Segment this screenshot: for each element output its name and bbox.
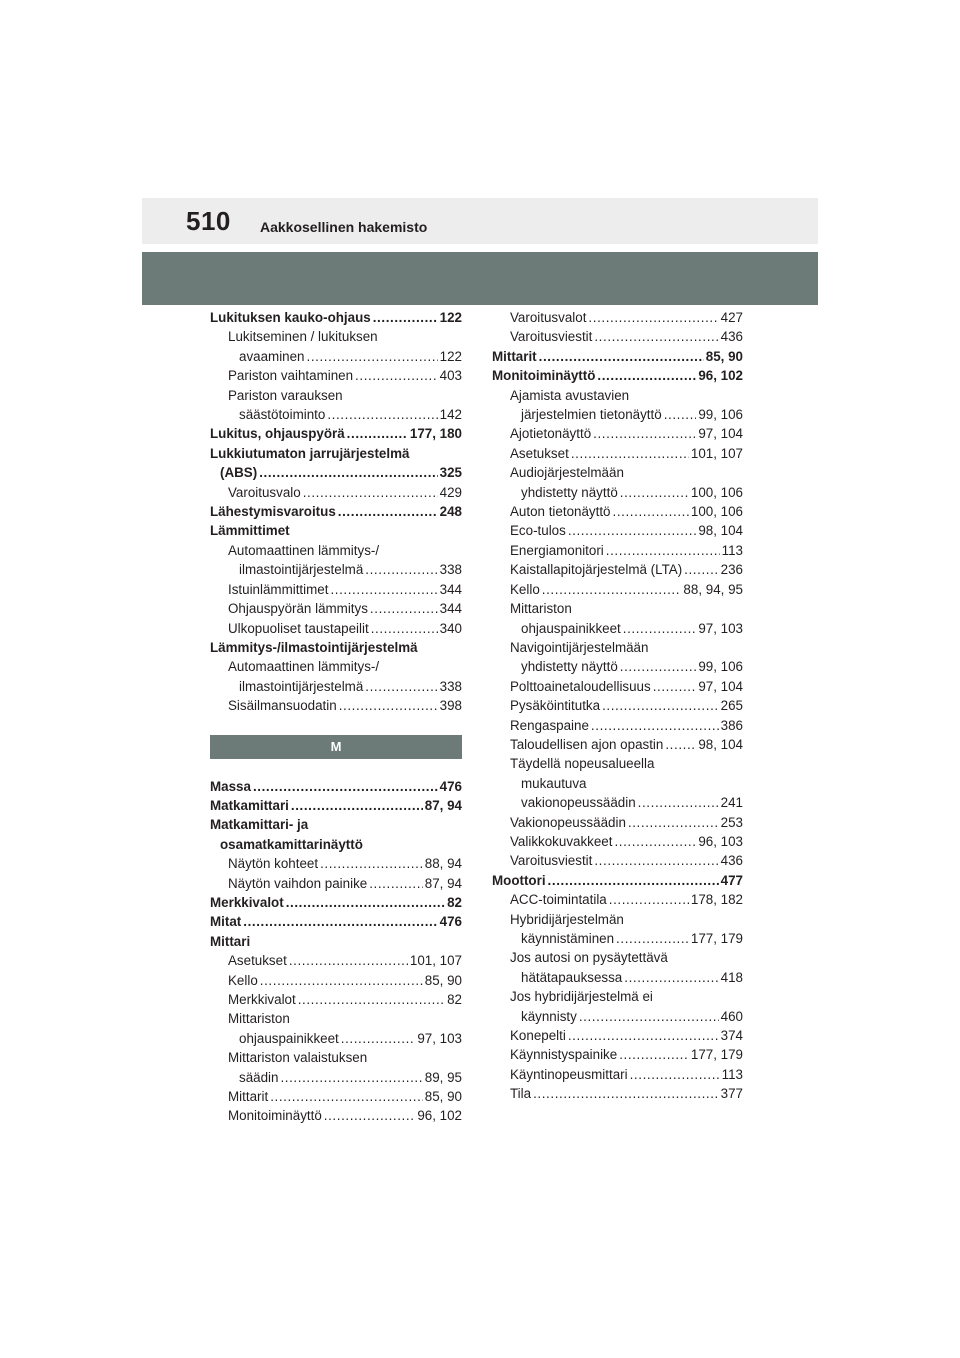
entry-term: Audiojärjestelmään <box>510 465 624 481</box>
entry-page-ref: 477 <box>720 872 743 888</box>
entry-page-ref: 88, 94 <box>424 856 462 872</box>
index-group-m <box>210 777 462 1126</box>
entry-term: Vakionopeussäädin <box>510 814 626 830</box>
entry-term: Lähestymisvaroitus <box>210 504 336 520</box>
index-entry <box>492 851 743 870</box>
entry-page-ref: 344 <box>439 601 462 617</box>
entry-page-ref: 113 <box>721 542 743 558</box>
entry-page-ref: 97, 103 <box>417 1030 462 1046</box>
index-entry <box>492 754 743 773</box>
entry-page-ref: 99, 106 <box>698 407 743 423</box>
entry-term: (ABS) <box>220 465 258 481</box>
dot-leader <box>613 502 689 521</box>
entry-page-ref: 113 <box>721 1066 743 1082</box>
entry-page-ref: 177, 179 <box>690 1047 743 1063</box>
dot-leader <box>620 657 697 676</box>
entry-term: Jos autosi on pysäytettävä <box>510 950 668 966</box>
dot-leader <box>533 1084 719 1103</box>
index-entry <box>210 483 462 502</box>
index-entry <box>492 405 743 424</box>
dot-leader <box>606 541 720 560</box>
index-entry <box>210 796 462 815</box>
entry-page-ref: 338 <box>439 562 462 578</box>
index-entry <box>210 777 462 796</box>
entry-term: hätätapauksessa <box>521 969 623 985</box>
entry-page-ref: 338 <box>439 678 462 694</box>
entry-page-ref: 476 <box>439 778 462 794</box>
index-entry <box>492 483 743 502</box>
entry-term: Ulkopuoliset taustapeilit <box>228 620 369 636</box>
entry-term: avaaminen <box>239 348 305 364</box>
index-entry <box>492 929 743 948</box>
dot-leader <box>594 851 718 870</box>
entry-page-ref: 177, 179 <box>690 931 743 946</box>
index-entry <box>210 638 462 657</box>
index-entry <box>210 696 462 715</box>
index-entry <box>492 619 743 638</box>
entry-term: Pysäköintitutka <box>510 698 601 714</box>
entry-term: Rengaspaine <box>510 717 589 733</box>
entry-term: Ajotietonäyttö <box>510 426 592 442</box>
dot-leader <box>369 874 423 893</box>
entry-term: Ohjauspyörän lämmitys <box>228 601 368 617</box>
dot-leader <box>370 599 438 618</box>
index-entry <box>492 308 743 327</box>
dot-leader <box>620 483 689 502</box>
page-number: 510 <box>186 206 231 236</box>
entry-term: Massa <box>210 778 251 794</box>
entry-term: Näytön vaihdon painike <box>228 875 368 891</box>
entry-term: Monitoiminäyttö <box>492 368 596 384</box>
dot-leader <box>579 1007 719 1026</box>
entry-page-ref: 98, 104 <box>698 523 743 539</box>
entry-page-ref: 82 <box>447 992 462 1007</box>
dot-leader <box>568 1026 719 1045</box>
entry-term: Pariston varauksen <box>228 387 343 403</box>
index-entry <box>210 932 462 951</box>
index-entry <box>492 1026 743 1045</box>
index-entry <box>210 893 462 912</box>
entry-page-ref: 460 <box>720 1008 743 1024</box>
entry-term: Tila <box>510 1086 532 1102</box>
index-entry <box>492 910 743 929</box>
entry-page-ref: 101, 107 <box>690 445 743 461</box>
index-entry <box>210 405 462 424</box>
index-group-l <box>210 308 462 716</box>
entry-page-ref: 100, 106 <box>690 504 743 520</box>
entry-page-ref: 97, 104 <box>698 426 743 442</box>
index-entry <box>210 854 462 873</box>
entry-page-ref: 236 <box>720 562 743 578</box>
dot-leader <box>339 696 438 715</box>
entry-term: Lämmittimet <box>210 523 290 539</box>
section-header-m <box>210 735 462 759</box>
index-entry <box>210 971 462 990</box>
entry-term: Asetukset <box>510 445 569 461</box>
entry-page-ref: 96, 103 <box>698 833 743 849</box>
entry-term: Pariston vaihtaminen <box>228 368 354 384</box>
dot-leader <box>665 735 696 754</box>
entry-term: mukautuva <box>521 775 587 791</box>
index-entry <box>210 366 462 385</box>
entry-page-ref: 265 <box>720 698 743 714</box>
index-entry <box>210 1087 462 1106</box>
index-entry <box>492 424 743 443</box>
entry-term: ACC-toimintatila <box>510 892 607 908</box>
dot-leader <box>638 793 719 812</box>
index-entry <box>210 1068 462 1087</box>
index-entry <box>210 521 462 540</box>
index-entry <box>492 871 743 890</box>
index-column-right <box>492 308 743 1104</box>
entry-term: Käynnistyspainike <box>510 1047 618 1063</box>
dot-leader <box>330 580 437 599</box>
entry-page-ref: 87, 94 <box>424 875 462 891</box>
index-entry <box>492 696 743 715</box>
index-entry <box>492 444 743 463</box>
entry-term: Konepelti <box>510 1028 566 1044</box>
entry-page-ref: 97, 103 <box>698 620 743 636</box>
index-entry <box>492 968 743 987</box>
index-entry <box>210 386 462 405</box>
index-entry <box>492 890 743 909</box>
dot-leader <box>355 366 438 385</box>
index-entry <box>492 541 743 560</box>
entry-page-ref: 100, 106 <box>690 484 743 500</box>
index-entry <box>210 424 462 443</box>
entry-page-ref: 377 <box>720 1086 743 1102</box>
entry-page-ref: 85, 90 <box>424 972 462 988</box>
entry-term: ohjauspainikkeet <box>239 1030 339 1046</box>
dot-leader <box>619 1045 689 1064</box>
dot-leader <box>628 813 719 832</box>
index-entry <box>492 580 743 599</box>
dot-leader <box>327 405 437 424</box>
dot-leader <box>593 424 696 443</box>
entry-term: Automaattinen lämmitys-/ <box>228 542 380 558</box>
dot-leader <box>594 327 718 346</box>
entry-page-ref: 386 <box>720 717 743 733</box>
dot-leader <box>597 366 696 385</box>
dot-leader <box>270 1087 423 1106</box>
entry-page-ref: 241 <box>720 795 743 811</box>
entry-term: Jos hybridijärjestelmä ei <box>510 989 653 1005</box>
entry-term: Varoitusviestit <box>510 329 593 345</box>
entry-term: Kello <box>228 972 258 988</box>
entry-term: Moottori <box>492 872 546 888</box>
index-entry <box>210 1048 462 1067</box>
index-entry <box>210 327 462 346</box>
index-entry <box>492 677 743 696</box>
entry-page-ref: 476 <box>439 914 462 930</box>
index-entry <box>210 835 462 854</box>
entry-term: Mittarit <box>228 1089 269 1105</box>
entry-page-ref: 325 <box>439 465 462 481</box>
entry-page-ref: 178, 182 <box>690 892 743 908</box>
index-entry <box>492 1065 743 1084</box>
entry-page-ref: 403 <box>439 368 462 384</box>
index-entry <box>492 832 743 851</box>
index-entry <box>210 308 462 327</box>
header-band <box>142 252 818 305</box>
entry-term: Sisäilmansuodatin <box>228 698 337 714</box>
index-entry <box>210 1029 462 1048</box>
index-entry <box>210 951 462 970</box>
dot-leader <box>338 502 438 521</box>
entry-term: käynnistäminen <box>521 931 615 946</box>
dot-leader <box>303 483 438 502</box>
dot-leader <box>324 1106 416 1125</box>
entry-page-ref: 96, 102 <box>698 368 743 384</box>
entry-term: Kello <box>510 581 540 597</box>
index-entry <box>210 1009 462 1028</box>
entry-term: Asetukset <box>228 953 287 969</box>
entry-term: Hybridijärjestelmän <box>510 911 624 927</box>
dot-leader <box>365 560 437 579</box>
entry-page-ref: 344 <box>439 581 462 597</box>
entry-page-ref: 253 <box>720 814 743 830</box>
dot-leader <box>347 424 408 443</box>
entry-page-ref: 82 <box>447 894 462 910</box>
index-entry <box>210 990 462 1009</box>
entry-page-ref: 248 <box>439 504 462 520</box>
entry-term: Lukituksen kauko-ohjaus <box>210 310 371 325</box>
index-entry <box>492 1084 743 1103</box>
entry-page-ref: 85, 90 <box>424 1089 462 1105</box>
entry-page-ref: 99, 106 <box>698 659 743 675</box>
entry-page-ref: 98, 104 <box>698 736 743 752</box>
index-entry <box>210 560 462 579</box>
entry-term: Lukitus, ohjauspyörä <box>210 426 345 442</box>
entry-page-ref: 122 <box>439 348 462 364</box>
entry-term: käynnisty <box>521 1008 577 1024</box>
dot-leader <box>373 308 438 327</box>
dot-leader <box>307 347 438 366</box>
entry-term: osamatkamittarinäyttö <box>220 836 363 852</box>
dot-leader <box>614 832 696 851</box>
entry-page-ref: 89, 95 <box>424 1069 462 1085</box>
dot-leader <box>539 347 704 366</box>
index-entry <box>492 327 743 346</box>
index-entry <box>492 1007 743 1026</box>
dot-leader <box>286 893 445 912</box>
entry-term: yhdistetty näyttö <box>521 659 618 675</box>
entry-term: Merkkivalot <box>228 992 296 1007</box>
dot-leader <box>630 1065 720 1084</box>
entry-term: ilmastointijärjestelmä <box>239 678 364 694</box>
dot-leader <box>664 405 697 424</box>
entry-term: vakionopeussäädin <box>521 795 636 811</box>
index-entry <box>210 599 462 618</box>
index-entry <box>492 521 743 540</box>
index-entry <box>210 874 462 893</box>
index-entry <box>210 444 462 463</box>
entry-term: Valikkokuvakkeet <box>510 833 613 849</box>
entry-term: Mittarit <box>492 348 537 364</box>
entry-page-ref: 122 <box>439 310 462 325</box>
page-header-bar <box>142 198 818 244</box>
dot-leader <box>291 796 423 815</box>
entry-term: Käyntinopeusmittari <box>510 1066 628 1082</box>
entry-term: Istuinlämmittimet <box>228 581 329 597</box>
dot-leader <box>588 308 718 327</box>
entry-term: Ajamista avustavien <box>510 387 630 403</box>
entry-term: Mitat <box>210 914 242 930</box>
entry-term: yhdistetty näyttö <box>521 484 618 500</box>
index-entry <box>210 619 462 638</box>
entry-term: Näytön kohteet <box>228 856 319 872</box>
index-entry <box>492 560 743 579</box>
entry-term: Navigointijärjestelmään <box>510 639 649 655</box>
entry-term: Merkkivalot <box>210 894 284 910</box>
index-entry <box>492 987 743 1006</box>
entry-term: Polttoainetaloudellisuus <box>510 678 651 694</box>
entry-term: ohjauspainikkeet <box>521 620 621 636</box>
index-entry <box>492 366 743 385</box>
dot-leader <box>259 463 437 482</box>
index-entry <box>492 347 743 366</box>
entry-page-ref: 88, 94, 95 <box>683 581 743 597</box>
index-entry <box>492 502 743 521</box>
entry-page-ref: 177, 180 <box>409 426 462 442</box>
index-entry <box>210 463 462 482</box>
entry-term: Mittariston <box>510 601 572 617</box>
dot-leader <box>289 951 408 970</box>
entry-page-ref: 340 <box>439 620 462 636</box>
entry-page-ref: 418 <box>720 969 743 985</box>
entry-page-ref: 87, 94 <box>424 797 462 813</box>
section-letter: M <box>330 739 342 755</box>
entry-term: Matkamittari <box>210 797 289 813</box>
index-entry <box>492 463 743 482</box>
entry-term: Varoitusvalo <box>228 484 301 500</box>
index-entry <box>492 657 743 676</box>
entry-term: Lukkiutumaton jarrujärjestelmä <box>210 445 410 461</box>
dot-leader <box>253 777 438 796</box>
entry-term: Taloudellisen ajon opastin <box>510 736 664 752</box>
index-group-right <box>492 308 743 1104</box>
index-entry <box>210 541 462 560</box>
dot-leader <box>341 1029 416 1048</box>
index-entry <box>210 815 462 834</box>
entry-page-ref: 429 <box>439 484 462 500</box>
dot-leader <box>571 444 689 463</box>
entry-page-ref: 101, 107 <box>409 953 462 969</box>
index-entry <box>210 502 462 521</box>
dot-leader <box>320 854 423 873</box>
dot-leader <box>298 990 445 1009</box>
entry-page-ref: 85, 90 <box>705 348 743 364</box>
entry-page-ref: 436 <box>720 853 743 869</box>
index-entry <box>492 948 743 967</box>
index-entry <box>210 677 462 696</box>
index-entry <box>492 386 743 405</box>
page-title: Aakkosellinen hakemisto <box>260 219 428 235</box>
dot-leader <box>609 890 689 909</box>
dot-leader <box>371 619 438 638</box>
dot-leader <box>548 871 719 890</box>
dot-leader <box>624 968 718 987</box>
entry-term: Varoitusvalot <box>510 310 587 325</box>
index-entry <box>492 599 743 618</box>
entry-term: Lämmitys-/ilmastointijärjestelmä <box>210 639 418 655</box>
entry-term: Lukitseminen / lukituksen <box>228 329 378 345</box>
dot-leader <box>542 580 682 599</box>
entry-term: Energiamonitori <box>510 542 604 558</box>
entry-term: Automaattinen lämmitys-/ <box>228 659 380 675</box>
index-column-left <box>210 308 462 1126</box>
entry-page-ref: 96, 102 <box>417 1108 462 1124</box>
dot-leader <box>602 696 719 715</box>
entry-term: Matkamittari- ja <box>210 817 309 833</box>
dot-leader <box>616 929 689 948</box>
entry-term: Mittariston valaistuksen <box>228 1050 368 1066</box>
entry-term: Monitoiminäyttö <box>228 1108 322 1124</box>
entry-page-ref: 427 <box>720 310 743 325</box>
dot-leader <box>623 619 697 638</box>
entry-term: Kaistallapitojärjestelmä (LTA) <box>510 562 683 578</box>
index-entry <box>492 735 743 754</box>
entry-term: Eco-tulos <box>510 523 566 539</box>
index-entry <box>492 716 743 735</box>
entry-page-ref: 374 <box>720 1028 743 1044</box>
dot-leader <box>365 677 437 696</box>
dot-leader <box>243 912 437 931</box>
dot-leader <box>260 971 423 990</box>
index-entry <box>210 657 462 676</box>
index-entry <box>210 912 462 931</box>
entry-term: Mittariston <box>228 1011 290 1027</box>
index-entry <box>492 774 743 793</box>
entry-page-ref: 97, 104 <box>698 678 743 694</box>
dot-leader <box>568 521 696 540</box>
entry-term: Mittari <box>210 933 251 949</box>
index-entry <box>492 813 743 832</box>
entry-term: järjestelmien tietonäyttö <box>521 407 662 423</box>
entry-term: Auton tietonäyttö <box>510 504 611 520</box>
entry-term: ilmastointijärjestelmä <box>239 562 364 578</box>
dot-leader <box>280 1068 422 1087</box>
index-entry <box>210 347 462 366</box>
entry-term: Varoitusviestit <box>510 853 593 869</box>
entry-term: Täydellä nopeusalueella <box>510 756 655 772</box>
index-entry <box>492 793 743 812</box>
index-entry <box>210 580 462 599</box>
entry-page-ref: 398 <box>439 698 462 714</box>
entry-term: säästötoiminto <box>239 407 326 423</box>
index-entry <box>492 1045 743 1064</box>
dot-leader <box>591 716 719 735</box>
entry-term: säädin <box>239 1069 279 1085</box>
index-entry <box>210 1106 462 1125</box>
index-entry <box>492 638 743 657</box>
entry-page-ref: 436 <box>720 329 743 345</box>
dot-leader <box>684 560 719 579</box>
entry-page-ref: 142 <box>439 407 462 423</box>
dot-leader <box>653 677 697 696</box>
